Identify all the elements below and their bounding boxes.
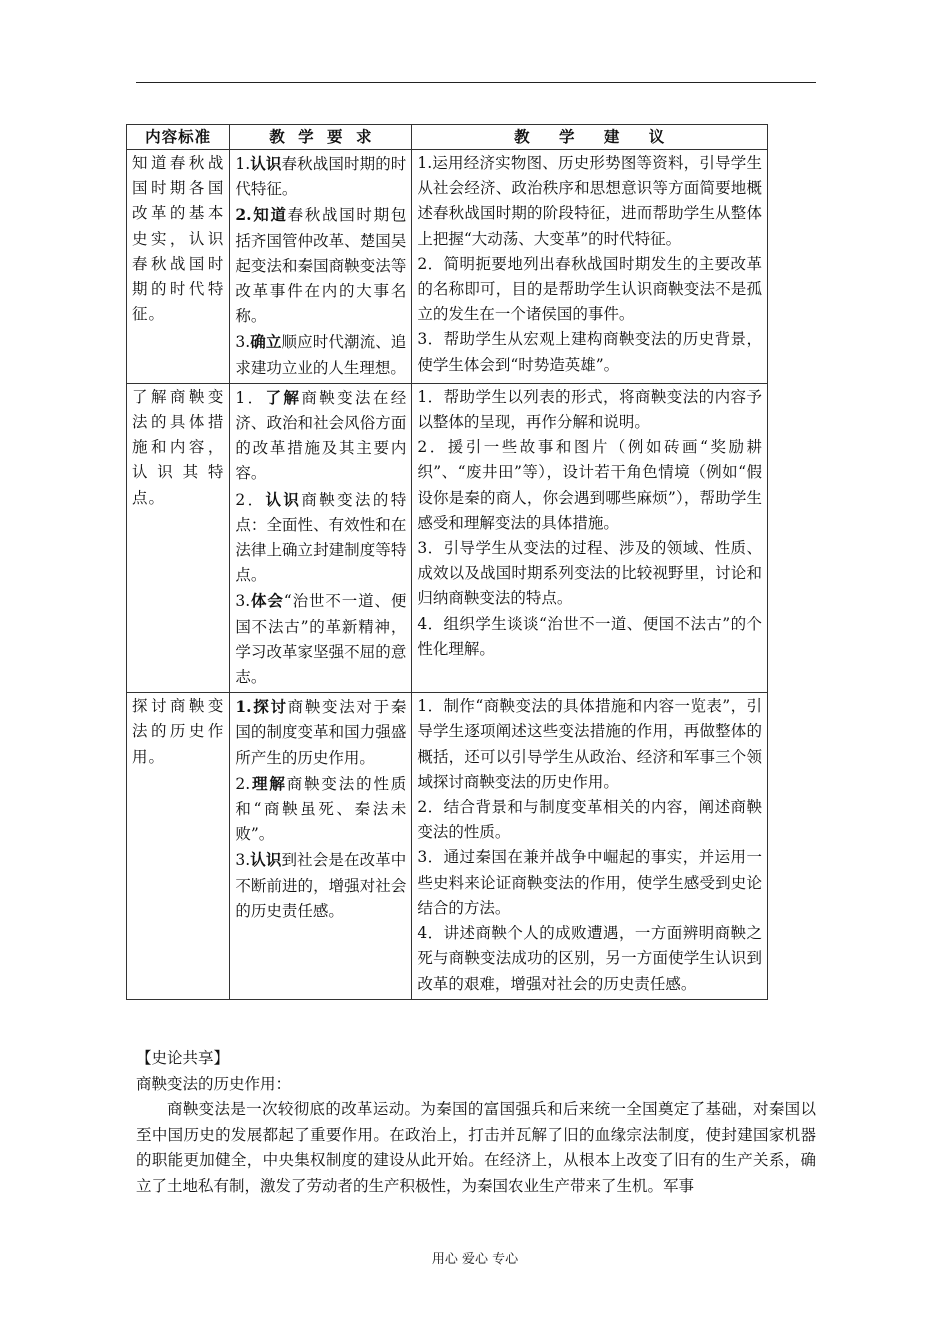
- section-paragraph: 商鞅变法是一次较彻底的改革运动。为秦国的富国强兵和后来统一全国奠定了基础，对秦国以至中国历史的发展都起了重要作用。在政治上，打击并瓦解了旧的血缘宗法制度，使封建国家机器的职能更加健全，中央集权制度的建设从此开始。在经济上，从根本上改变了旧有的生产关系，确立了土地私有制，激发了劳动者的生产积极性，为秦国农业生产带来了生机。军事: [136, 1100, 816, 1195]
- header-teaching-requirements: 教 学 要 求: [230, 125, 412, 150]
- table-row: [127, 383, 768, 692]
- header-teaching-suggestions: 教 学 建 议: [412, 125, 768, 150]
- table-row: [127, 150, 768, 384]
- suggestion-item: 2．援引一些故事和图片（例如砖画“奖励耕织”、“废井田”等），设计若干角色情境（例如“假设你是秦的商人，你会遇到哪些麻烦”），帮助学生感受和理解变法的具体措施。: [417, 438, 762, 532]
- suggestions-cell: [412, 150, 768, 384]
- suggestion-item: 3．通过秦国在兼并战争中崛起的事实，并运用一些史料来论证商鞅变法的作用，使学生感受到史论结合的方法。: [417, 848, 762, 917]
- suggestion-item: 2．结合背景和与制度变革相关的内容，阐述商鞅变法的性质。: [417, 798, 762, 842]
- requirement-item: 1．了解商鞅变法在经济、政治和社会风俗方面的改革措施及其主要内容。: [235, 387, 407, 483]
- table-header-row: [127, 125, 768, 150]
- requirements-cell: [230, 383, 412, 692]
- content-standard-cell: 探讨商鞅变法的历史作用。: [127, 693, 230, 999]
- suggestions-cell: [412, 693, 768, 999]
- table-row: [127, 693, 768, 999]
- suggestions-cell: [412, 383, 768, 692]
- curriculum-table: [126, 124, 768, 1000]
- suggestion-item: 4．组织学生谈谈“治世不一道、便国不法古”的个性化理解。: [417, 614, 762, 658]
- suggestion-item: 2．简明扼要地列出春秋战国时期发生的主要改革的名称即可，目的是帮助学生认识商鞅变法不是孤立的发生在一个诸侯国的事件。: [417, 254, 762, 324]
- page-footer: 用心 爱心 专心: [431, 1252, 519, 1267]
- requirement-item: 3.认识到社会是在改革中不断前进的，增强对社会的历史责任感。: [235, 850, 407, 920]
- history-discussion-section: [136, 1046, 816, 1199]
- requirement-item: 2.理解商鞅变法的性质和“商鞅虽死、秦法未败”。: [235, 773, 407, 844]
- suggestion-item: 1.运用经济实物图、历史形势图等资料，引导学生从社会经济、政治秩序和思想意识等方面简要地概述春秋战国时期的阶段特征，进而帮助学生从整体上把握“大动荡、大变革”的时代特征。: [417, 154, 762, 248]
- suggestion-item: 1．帮助学生以列表的形式，将商鞅变法的内容予以整体的呈现，再作分解和说明。: [417, 387, 762, 432]
- requirement-item: 3.确立顺应时代潮流、追求建功立业的人生理想。: [235, 332, 407, 377]
- requirement-item: 2．认识商鞅变法的特点：全面性、有效性和在法律上确立封建制度等特点。: [235, 489, 407, 585]
- section-title: 【史论共享】: [136, 1049, 230, 1067]
- requirements-cell: [230, 150, 412, 384]
- content-standard-cell: 知道春秋战国时期各国改革的基本史实，认识春秋战国时期的时代特征。: [127, 150, 230, 384]
- requirement-item: 2.知道春秋战国时期包括齐国管仲改革、楚国吴起变法和秦国商鞅变法等改革事件在内的大事名称。: [235, 205, 407, 326]
- header-content-standard: 内容标准: [127, 125, 230, 150]
- requirements-cell: [230, 693, 412, 999]
- requirement-item: 1.探讨商鞅变法对于秦国的制度变革和国力强盛所产生的历史作用。: [235, 697, 407, 767]
- suggestion-item: 1．制作“商鞅变法的具体措施和内容一览表”，引导学生逐项阐述这些变法措施的作用，再做整体的概括，还可以引导学生从政治、经济和军事三个领域探讨商鞅变法的历史作用。: [417, 697, 762, 791]
- section-subtitle: 商鞅变法的历史作用：: [136, 1074, 292, 1093]
- content-standard-cell: 了解商鞅变法的具体措施和内容，认识其特点。: [127, 383, 230, 692]
- suggestion-item: 3．引导学生从变法的过程、涉及的领域、性质、成效以及战国时期系列变法的比较视野里，讨论和归纳商鞅变法的特点。: [417, 539, 762, 608]
- requirement-item: 3.体会“治世不一道、便国不法古”的革新精神，学习改革家坚强不屈的意志。: [235, 591, 407, 687]
- header-rule: [136, 82, 816, 83]
- suggestion-item: 3．帮助学生从宏观上建构商鞅变法的历史背景，使学生体会到“时势造英雄”。: [417, 330, 762, 374]
- suggestion-item: 4．讲述商鞅个人的成败遭遇，一方面辨明商鞅之死与商鞅变法成功的区别，另一方面使学生认识到改革的艰难，增强对社会的历史责任感。: [417, 924, 762, 993]
- requirement-item: 1.认识春秋战国时期的时代特征。: [235, 154, 407, 199]
